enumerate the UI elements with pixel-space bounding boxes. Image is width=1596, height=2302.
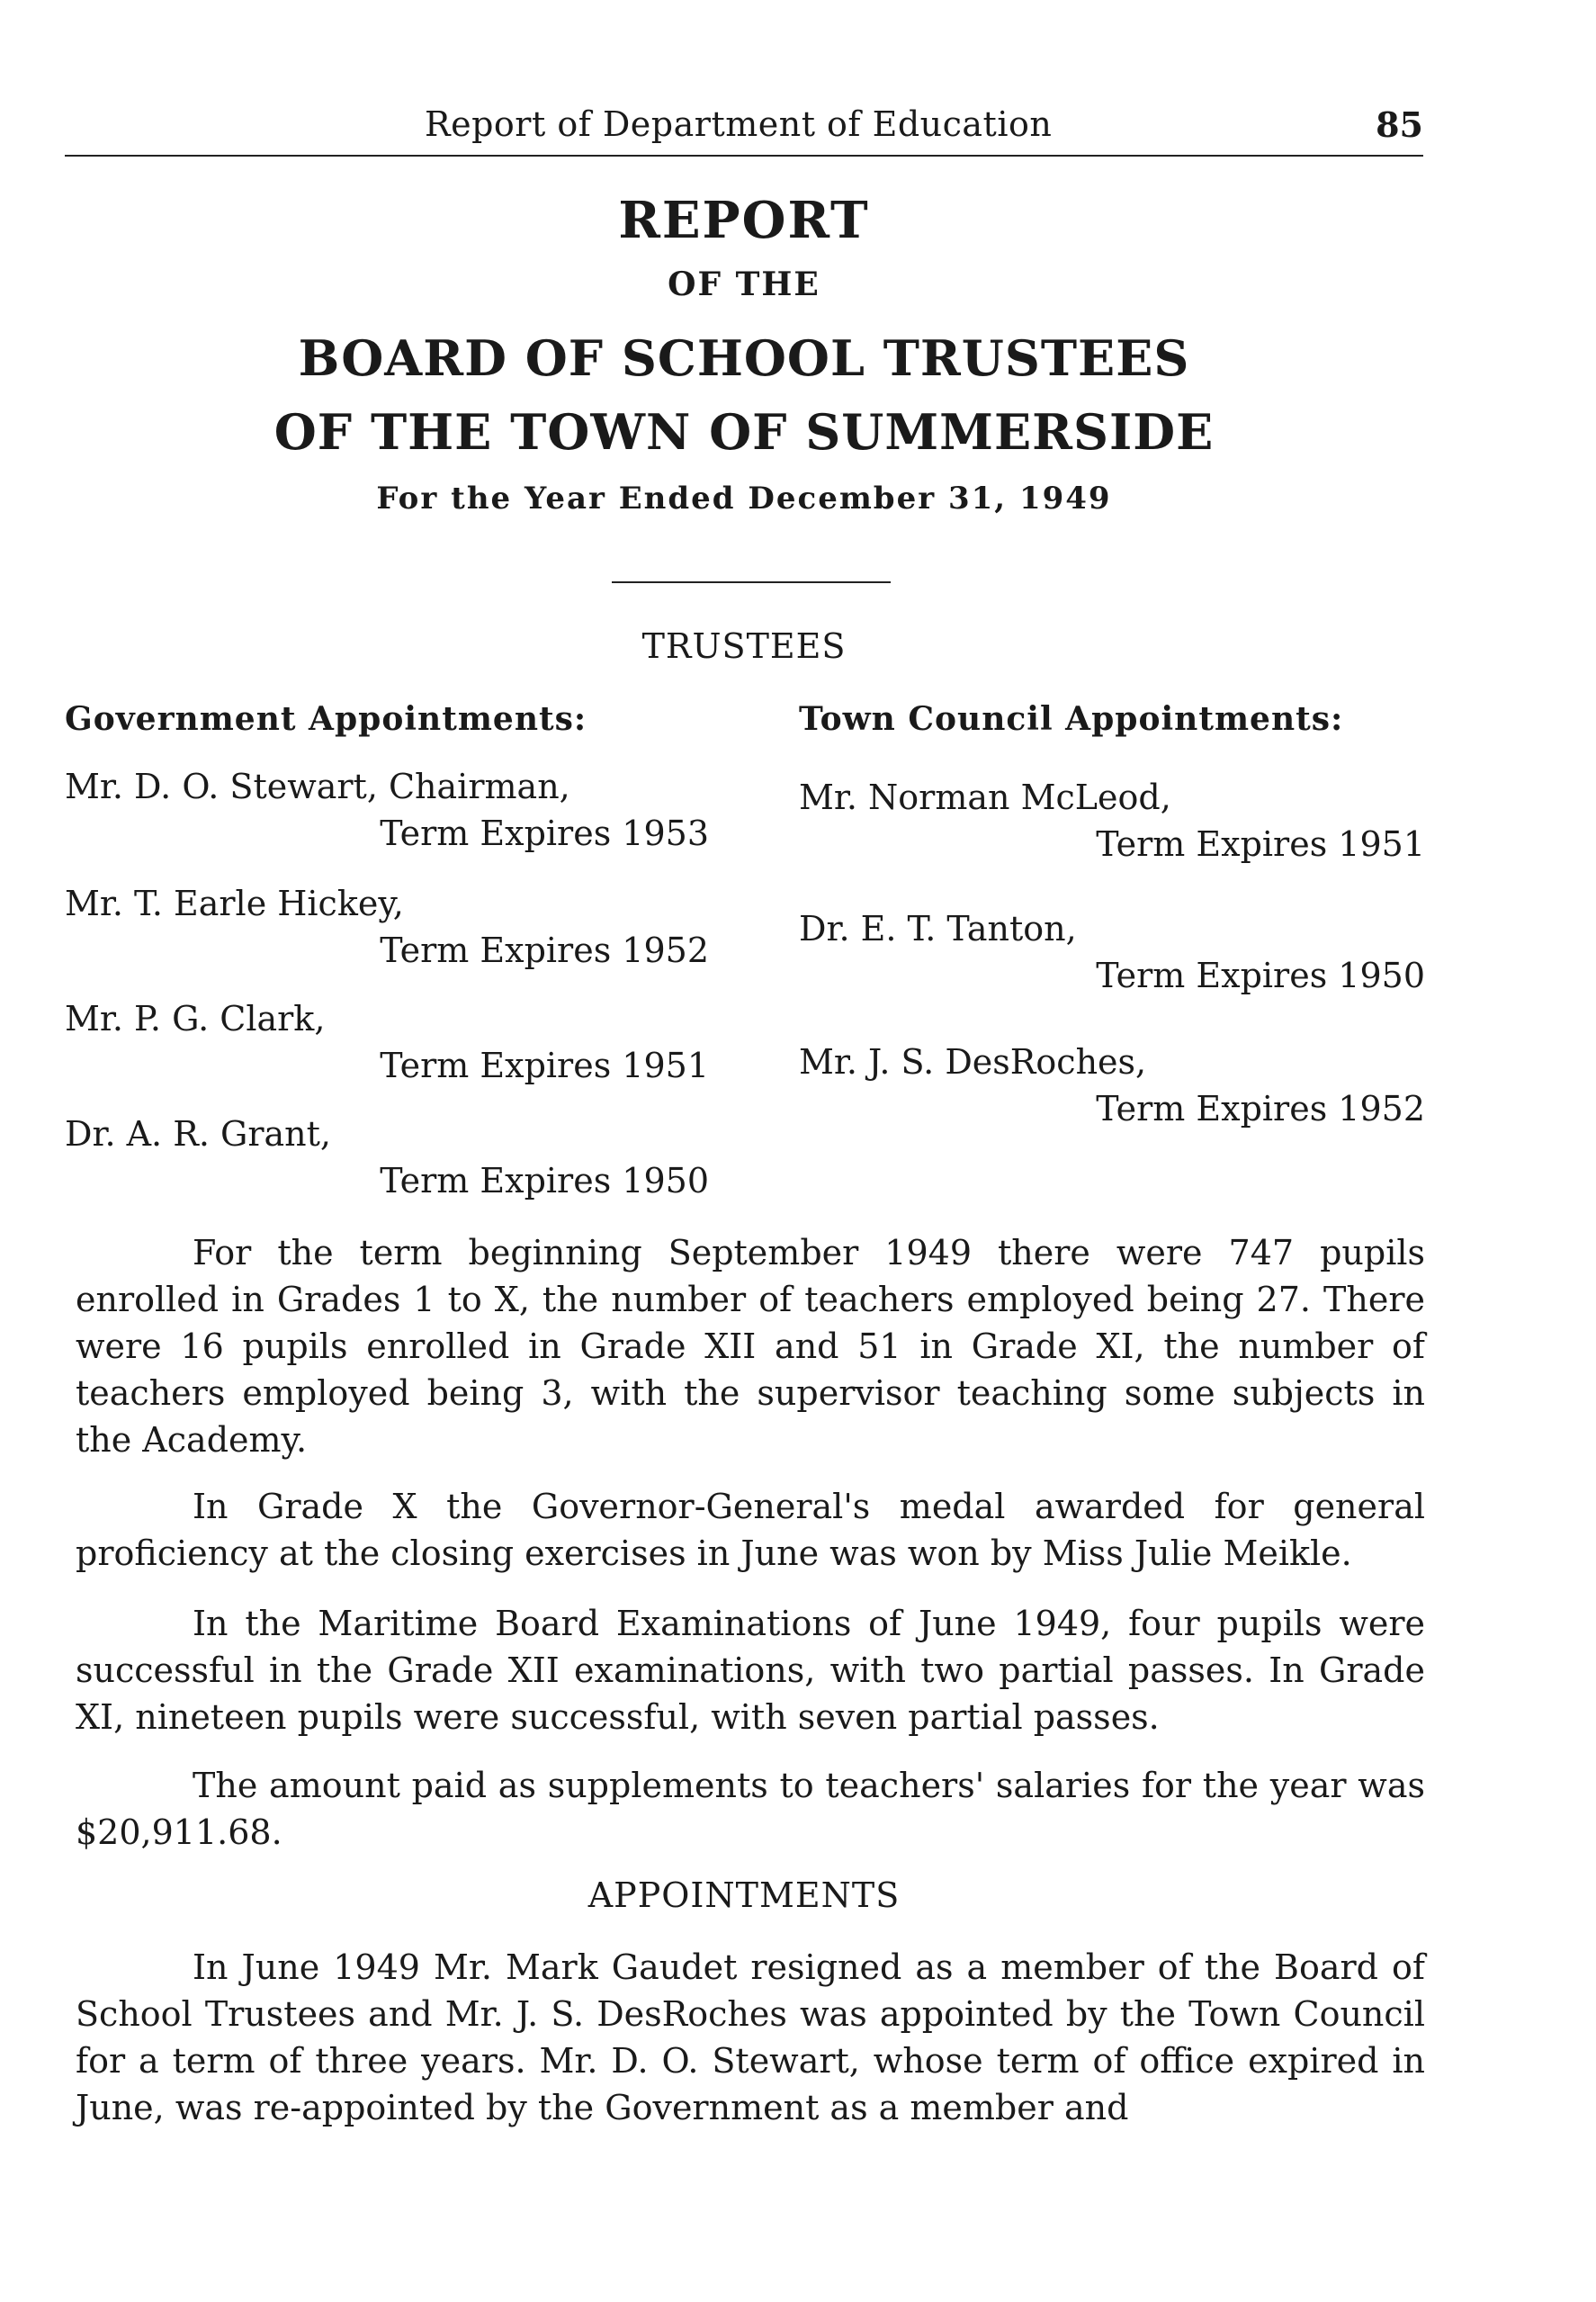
appointments-paragraph: In June 1949 Mr. Mark Gaudet resigned as a member of the Board of School Trustees and Mr. J. S. DesRoches was appointed by the Town Council for a term of three years. Mr. D. O. Stewart, whose term of office expired in June, was re-appointed by the Government as a member and: [76, 1947, 1425, 2127]
trustee-term: Term Expires 1952: [380, 931, 709, 970]
town-council-appointments-heading: Town Council Appointments:: [799, 700, 1344, 738]
trustee-name: Dr. A. R. Grant,: [65, 1114, 331, 1154]
body-paragraph: The amount paid as supplements to teachers' salaries for the year was $20,911.68.: [76, 1766, 1425, 1852]
title-divider: [612, 581, 891, 583]
report-title: REPORT: [618, 191, 870, 250]
trustee-entry: [65, 763, 709, 857]
trustee-term: Term Expires 1951: [380, 1046, 709, 1085]
report-title-town: OF THE TOWN OF SUMMERSIDE: [273, 403, 1215, 461]
body-paragraph: For the term beginning September 1949 there were 747 pupils enrolled in Grades 1 to X, the number of teachers employed being 27. There were 16 pupils enrolled in Grade XII and 51 in Grade XI, the number of teachers employed being 3, with the supervisor teaching some subjects in the Academy.: [76, 1233, 1425, 1460]
trustee-entry: [799, 1039, 1425, 1132]
trustees-heading: TRUSTEES: [641, 626, 847, 666]
trustee-entry: [799, 774, 1425, 868]
trustee-name: Mr. J. S. DesRoches,: [799, 1042, 1147, 1082]
trustee-entry: [65, 1111, 709, 1204]
trustee-term: Term Expires 1950: [380, 1161, 709, 1200]
trustee-term: Term Expires 1952: [1096, 1089, 1425, 1129]
trustee-name: Mr. Norman McLeod,: [799, 778, 1171, 817]
trustee-name: Mr. D. O. Stewart, Chairman,: [65, 767, 570, 806]
report-title-board: BOARD OF SCHOOL TRUSTEES: [298, 329, 1190, 387]
trustee-term: Term Expires 1951: [1096, 824, 1425, 864]
body-paragraph: In Grade X the Governor-General's medal awarded for general proficiency at the closing exercises in June was won by Miss Julie Meikle.: [76, 1487, 1425, 1573]
running-header: [65, 101, 1423, 157]
running-title: Report of Department of Education: [425, 104, 1053, 144]
body-paragraph: In the Maritime Board Examinations of June 1949, four pupils were successful in the Grade XII examinations, with two partial passes. In Grade XI, nineteen pupils were successful, with seven partial passes.: [76, 1604, 1425, 1737]
trustee-entry: [65, 880, 709, 974]
trustee-name: Mr. P. G. Clark,: [65, 999, 326, 1039]
appointments-heading: APPOINTMENTS: [587, 1875, 901, 1915]
page-number: 85: [1376, 104, 1423, 145]
report-year-line: For the Year Ended December 31, 1949: [376, 481, 1112, 517]
government-appointments-heading: Government Appointments:: [65, 700, 587, 738]
trustee-term: Term Expires 1950: [1096, 956, 1425, 995]
trustee-entry: [65, 995, 709, 1089]
trustee-name: Dr. E. T. Tanton,: [799, 909, 1077, 949]
trustee-name: Mr. T. Earle Hickey,: [65, 884, 404, 923]
report-title-of-the: OF THE: [668, 265, 820, 303]
trustee-term: Term Expires 1953: [380, 814, 709, 853]
trustee-entry: [799, 905, 1425, 999]
